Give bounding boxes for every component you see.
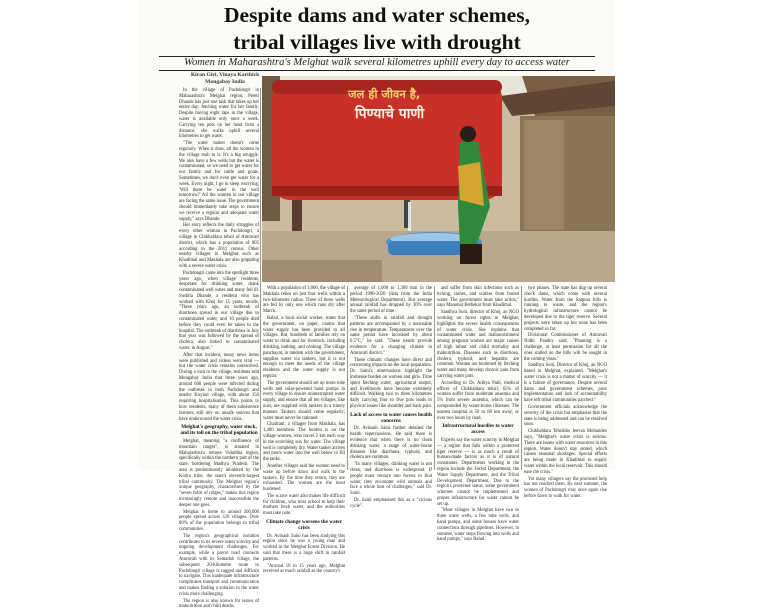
article-column-5 — [524, 286, 607, 499]
paragraph: Dr. Saini emphasised this as a "vicious cycle". — [350, 497, 432, 509]
paragraph: Chaitram, a villager from Makhala, has 1,400 members. The burden is on the village women, who travel 2 km each way in the scorching sun for water. The village well is completely dry. Water tanker arrives and pours water into the well below to fill the tanks. — [263, 422, 345, 463]
headline-line-1: Despite dams and water schemes, — [224, 3, 530, 27]
column-divider — [347, 286, 348, 470]
paragraph: The scarce water also makes life difficult for children, who miss school to help their mothers fetch water, and the authorities must take note. — [263, 493, 345, 517]
paragraph: "Around 10 to 15 years ago, Melghat received as much rainfall as the country's — [263, 563, 345, 575]
paragraph: After that incident, many news items were published and videos went viral — but the water crisis remains unresolved. During a visit to the village, residents told Mongabay India that three years ago, around 600 people were infected during the outbreak in both Pachdongri and nearby Koylari village, with about 150 requiring hospitalisation. This points to how residents, many of them subsistence farmers, still rely on unsafe sources that have underscored the water crisis. — [179, 352, 259, 422]
section-heading: Infrastructural hurdles to water access — [442, 423, 514, 436]
article-photo — [262, 76, 615, 282]
paragraph: Dr. Avinash Saini has been studying this region since he was a young man and worked in the Melghat Forest Division. He said that there is a huge shift in rainfall patterns. — [263, 533, 345, 562]
paragraph: Her story reflects the daily struggles of every other woman in Pachdongri, a village in Chikhaldara tehsil of Amravati district, which has a population of 805 according to the 2011 census. Other nearby villages in Melghat such as Khadimal and Makhala are also grappling with a severe water crisis. — [179, 223, 259, 269]
paragraph: The region's geographical isolation contributes to its severe water scarcity and ongoing development challenges. For example, while a parcel road connects Amravati with its Semadoh village, the subsequent 20-kilometre route to Pachdongri village is rugged and difficult to navigate. This inadequate infrastructure complicates transport and communication and makes finding a solution to the water crisis more challenging. — [179, 533, 259, 597]
paragraph: and suffer from skin infections such as itching, rashes, and scabies from fouled water. The government must take action," says Manohar Bethekar from Khadimal. — [437, 286, 519, 309]
newspaper-page — [139, 0, 615, 610]
column-divider — [521, 286, 522, 470]
headline-line-2: tribal villages live with drought — [233, 30, 521, 54]
water-tank-photo-illustration — [262, 76, 615, 282]
byline-names: Kiran Giri, Vinaya Karthick — [190, 72, 260, 78]
paragraph: "The water tanker doesn't come regularly. When it does, all the women in the village rush to it. It's a big struggle. We also have a few wells but the water is contaminated, so we need to get water for our family and for cattle and goats. Sometimes, we don't even get water for a week. Every night, I go to sleep worrying, 'Will there be water in the well tomorrow?' All the women in our village are facing the same issue. The government should immediately take steps to ensure we receive a regular and adequate water supply," says Dhande. — [179, 141, 259, 222]
paragraph: Rahul, a local social worker, states that the government, on paper, claims that water supply has been provided to all villages. But, hundreds of families rely on water to drink and for livestock, including drinking, bathing, and cooking. The village panchayat, in tandem with the government, supplies water via tankers, but it is not enough to meet the needs of the village residents and the water supply is not regular. — [263, 315, 345, 379]
byline-organisation: Mongabay India — [205, 78, 245, 85]
byline — [185, 72, 265, 85]
paragraph: The region is also known for issues of malnutrition and child deaths. — [179, 598, 259, 610]
paragraph: In the village of Pachdongri in Maharashtra's Melghat region, Preeti Dhande has just one task that takes up her entire day: fetching water for her family. Despite having eight taps in the village, water is available only once a week. Carrying ten pots on her head from a distance, she walks uphill several kilometres to get water. — [179, 88, 259, 140]
section-heading: Lack of access to water causes health concerns — [350, 411, 432, 424]
paragraph: "Most villages in Melghat have two to three water wells, a few tube wells, and hand pumps, and some houses have water connections through pipelines. However, in summer, water stops flowing into wells and hand pumps," says Rahul. — [437, 508, 519, 543]
paragraph: "These shifts in rainfall and drought patterns are accompanied by a noticeable rise in temperature. Temperatures over the same period have increased by about 0.5°C," he said. "These trends provide evidence for a changing climate in Amravati district." — [350, 315, 432, 356]
paragraph: Another villager said the women need to wake up before dawn and walk to the tankers. By the time they return, they are exhausted. The women are the most burdened. — [263, 463, 345, 493]
paragraph: These climatic changes have direct and concerning impacts on the local population. Dr. Saini's observations highlight the immense burden on women and girls. Time spent fetching water, agricultural output, and livelihoods have become extremely difficult. Walking two to three kilometres daily carrying four to five pots leads to physical issues like shoulder and back pain. — [350, 357, 433, 409]
paragraph: Sandhya Soni, Director of Khoj, an NGO based in Melghat, explained, "Melghat's water crisis is not a matter of scarcity — it is a failure of governance. Despite several dams and government schemes, poor implementation and lack of accountability have left tribal communities parched." — [524, 363, 607, 404]
paragraph: Divisional Commissioner of Amravati Nidhi Pandey said, "Planning is a challenge, at least permission for all the ones stalled on the hills will be sought in the coming years." — [524, 333, 607, 362]
paragraph: Melghat, meaning "a confluence of mountain ranges", is situated in Maharashtra's remote Vidarbha region, specifically within the northern part of the state, bordering Madhya Pradesh. The area is predominantly inhabited by the Korku tribe, the state's eleventh-largest tribal community. The Melghat region's unique geography, characterised by the "seven folds of ridges," makes this region increasingly remote and inaccessible the deeper one goes. — [179, 439, 259, 508]
paragraph: With a population of 3,000, the village of Makhala relies on just four wells within a two-kilometre radius. Three of these wells are fed by only one which runs dry after March. — [263, 286, 345, 315]
paragraph: Dr. Avinash Saini further detailed the health repercussions. He said there is evidence that when there is no clean drinking water, a range of water-borne diseases like diarrhoea, typhoid, and cholera are common. — [350, 426, 432, 461]
paragraph: "In many villages, drinking water is not clean, and diarrhoea is widespread. If people must venture into forests to find water, they encounter wild animals and face a whole host of challenges," said Dr. Saini. — [350, 462, 432, 497]
article-column-1 — [179, 88, 259, 610]
article-column-3 — [350, 286, 433, 509]
column-divider — [260, 88, 261, 470]
paragraph: two phases. The state has dug up several check dams, which come with several hurdles. Water from the Satpura hills is running to waste, and the region's hydrological infrastructure cannot be developed due to the tiger reserve. Several projects were taken up but none has been completed so far. — [524, 286, 607, 332]
tank-painted-text-2: पिण्याचे पाणी — [355, 106, 425, 122]
paragraph: Melghat is home to around 300,000 people spread across 320 villages. Over 80% of the population belongs to tribal communities. — [179, 509, 259, 532]
paragraph: Sandhya Soni, director of Khoj, an NGO working on forest rights in Melghat, highlights the severe health consequences of water crisis. She explains that contaminated water and malnourishment among pregnant women are major causes of high infant and child mortality and malnutrition. Diseases such as diarrhoea, cholera, typhoid, and hepatitis are common. Women are burdened by fetching water and many develop chronic pain from carrying water pots. — [437, 310, 519, 379]
article-column-4 — [437, 286, 519, 543]
paragraph: According to Dr. Aditya Patil, medical officer of Chikhaldara tehsil, 65% of women suffer from moderate anaemia and 5% from severe anaemia, which can be compounded by water-borne illnesses. The nearest hospital is 50 to 60 km away, or over two hours by road. — [437, 380, 519, 421]
column-divider — [434, 286, 435, 470]
paragraph: Chikhaldara Tehsildar Jeevan Mohandeo says, "Melghat's water crisis is serious. There are issues with water resources in this region. Water doesn't stay stored, which causes seasonal shortages. Special efforts are being made in Khadimal to supply water within the local reservoir. This should ease the crisis." — [524, 429, 607, 475]
paragraph: Yet many villagers say the promised help has not reached them. By next summer, the women of Pachdongri may once again rise before dawn to walk for water. — [524, 476, 607, 499]
paragraph: Government officials acknowledge the severity of the crisis but emphasise that the state is being addressed and can be resolved soon. — [524, 404, 607, 428]
tank-painted-text-1: जल ही जीवन है, — [348, 87, 421, 101]
section-heading: Climate change worsens the water crisis — [266, 519, 342, 531]
paragraph: average of 1,000 to 1,300 mm in the period 1990-2020 (data from the India Meteorological Department). But average annual rainfall has dropped by 30% over the same period of time. — [350, 286, 432, 315]
paragraph: Experts say the water scarcity in Melghat — a region that falls within a protected tiger reserve — is as much a result of human-made factors as it is of natural constraints. Departments working in the region include the Forest Department, the Water Supply Department, and the Tribal Development Department. Due to the region's protected status, some government schemes cannot be implemented and proper infrastructure for water cannot be set up. — [437, 437, 519, 507]
subheadline-rule — [159, 70, 595, 71]
section-heading: Melghat's geography, water stock, and its toll on the tribal population — [180, 424, 258, 437]
article-column-2 — [263, 286, 345, 575]
subheadline: Women in Maharashtra's Melghat walk several kilometres uphill every day to access water — [184, 57, 570, 68]
paragraph: Pachdongri came into the spotlight three years ago, when village residents, desperate for drinking water, drank contaminated well water and many fell ill. Sushila Dhande, a resident who has worked with Khoj for 15 years, recalls, "Three years ago, an outbreak of diarrhoea spread in our village due to contaminated water, and 10 people died before they could even be taken to the hospital. The outbreak of diarrhoea in July that year was followed by the spread of cholera, also linked to contaminated water, in August." — [179, 270, 259, 352]
paragraph: The government should set up more tube wells and solar-powered hand pumps in every village to ensure uninterrupted water supply, and ensure that all ten villages, like ours, are supplied with tankers in a timely manner. Tankers should come regularly; water must never be rationed. — [263, 380, 345, 421]
